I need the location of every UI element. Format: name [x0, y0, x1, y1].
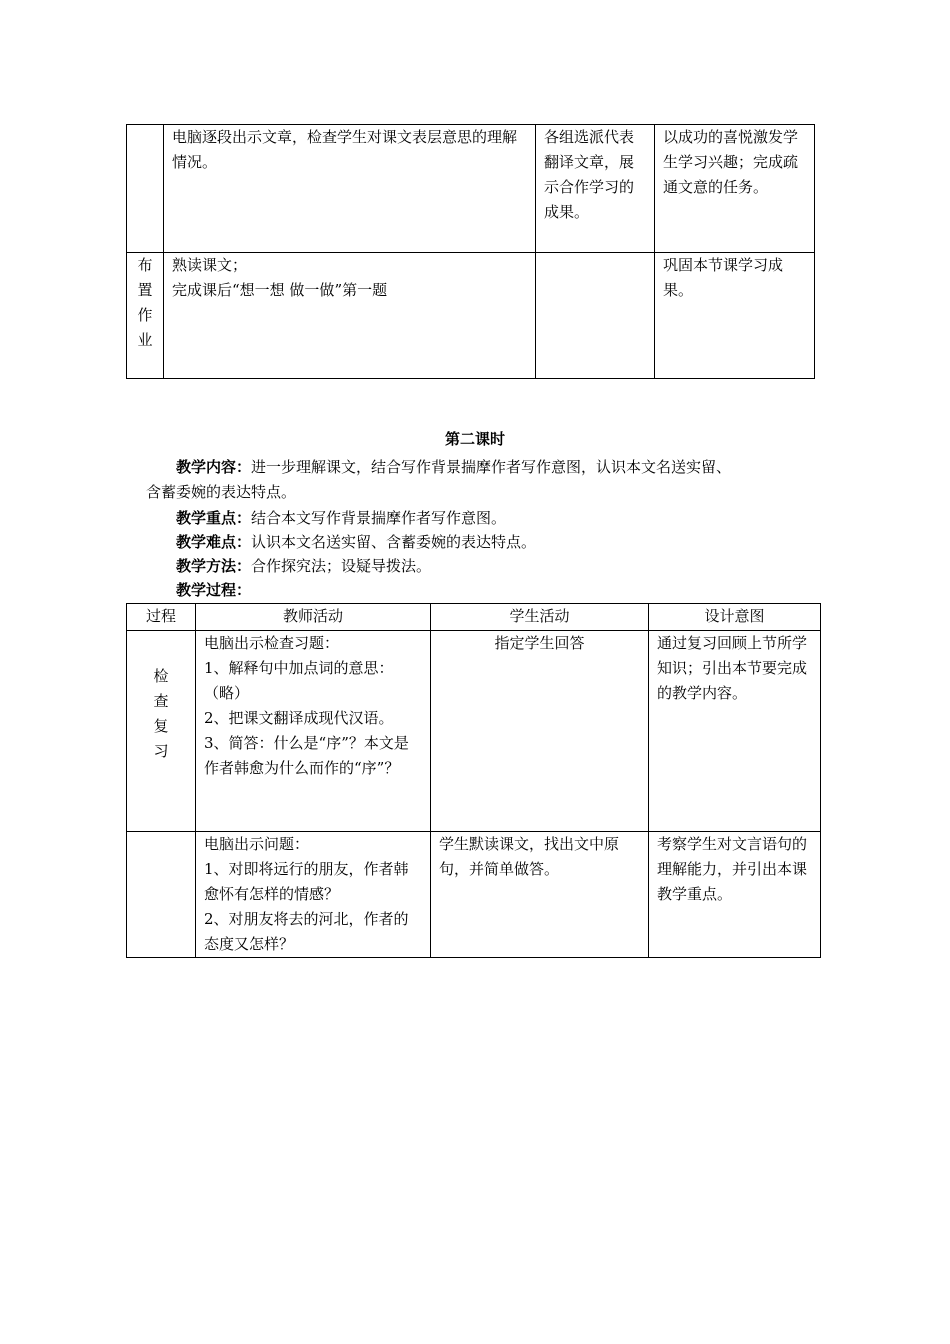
teacher-line: 1、对即将远行的朋友，作者韩愈怀有怎样的情感？: [204, 860, 409, 903]
teacher-line: 2、把课文翻译成现代汉语。: [204, 709, 394, 727]
design-intent-cell: 巩固本节课学习成果。: [655, 253, 815, 379]
teaching-process: [176, 578, 251, 602]
process-char: 作: [137, 306, 153, 324]
student-activity-cell: 指定学生回答: [431, 631, 649, 832]
student-activity-cell: 学生默读课文，找出文中原句，并简单做答。: [431, 832, 649, 958]
teacher-line: 2、对朋友将去的河北，作者的态度又怎样？: [204, 910, 409, 953]
teaching-difficulty: [176, 530, 536, 554]
student-activity-cell: [536, 253, 655, 379]
process-char: 置: [137, 281, 153, 299]
process-cell: [127, 253, 164, 379]
design-intent-cell: 以成功的喜悦激发学生学习兴趣；完成疏通文意的任务。: [655, 125, 815, 253]
top-lesson-table: [126, 124, 815, 379]
teacher-line: 1、解释句中加点词的意思：（略）: [204, 659, 394, 702]
teacher-activity-cell: [196, 631, 431, 832]
method-label: 教学方法：: [176, 557, 252, 575]
teaching-content-cont: [146, 480, 296, 504]
process-char: 业: [137, 331, 153, 349]
header-student: 学生活动: [431, 604, 649, 631]
teacher-line: 电脑出示检查习题：: [204, 634, 340, 652]
design-intent-cell: 通过复习回顾上节所学知识；引出本节要完成的教学内容。: [649, 631, 821, 832]
table-row: [127, 125, 815, 253]
content-text-cont: 含蓄委婉的表达特点。: [146, 483, 297, 501]
process-label: 教学过程：: [176, 581, 252, 599]
process-char: 检: [153, 667, 169, 685]
difficulty-label: 教学难点：: [176, 533, 252, 551]
focus-label: 教学重点：: [176, 509, 252, 527]
process-char: 布: [137, 256, 153, 274]
table-header-row: [127, 604, 821, 631]
design-intent-cell: 考察学生对文言语句的理解能力，并引出本课教学重点。: [649, 832, 821, 958]
teacher-activity-cell: [196, 832, 431, 958]
difficulty-text: 认识本文名送实留、含蓄委婉的表达特点。: [251, 533, 537, 551]
homework-line: 完成课后“想一想 做一做”第一题: [172, 281, 388, 299]
process-cell: [127, 125, 164, 253]
process-char: 习: [153, 742, 169, 760]
process-cell: [127, 631, 196, 832]
teaching-focus: [176, 506, 506, 530]
teaching-method: [176, 554, 431, 578]
teaching-content: [176, 455, 731, 479]
content-label: 教学内容：: [176, 458, 252, 476]
second-lesson-table: [126, 603, 821, 958]
process-cell: [127, 832, 196, 958]
focus-text: 结合本文写作背景揣摩作者写作意图。: [251, 509, 507, 527]
teacher-line: 3、简答：什么是“序”？本文是作者韩愈为什么而作的“序”？: [204, 734, 409, 777]
teacher-line: 电脑出示问题：: [204, 835, 310, 853]
method-text: 合作探究法；设疑导拨法。: [251, 557, 432, 575]
header-teacher: 教师活动: [196, 604, 431, 631]
process-char: 查: [153, 692, 169, 710]
header-process: 过程: [127, 604, 196, 631]
table-row: [127, 631, 821, 832]
table-row: [127, 253, 815, 379]
homework-line: 熟读课文；: [172, 256, 248, 274]
student-activity-cell: 各组选派代表翻译文章，展示合作学习的成果。: [536, 125, 655, 253]
teacher-activity-cell: [164, 253, 536, 379]
process-char: 复: [153, 717, 169, 735]
content-text: 进一步理解课文，结合写作背景揣摩作者写作意图，认识本文名送实留、: [251, 458, 732, 476]
table-row: [127, 832, 821, 958]
section-title: 第二课时: [444, 430, 505, 448]
header-intent: 设计意图: [649, 604, 821, 631]
teacher-activity-cell: 电脑逐段出示文章，检查学生对课文表层意思的理解情况。: [164, 125, 536, 253]
